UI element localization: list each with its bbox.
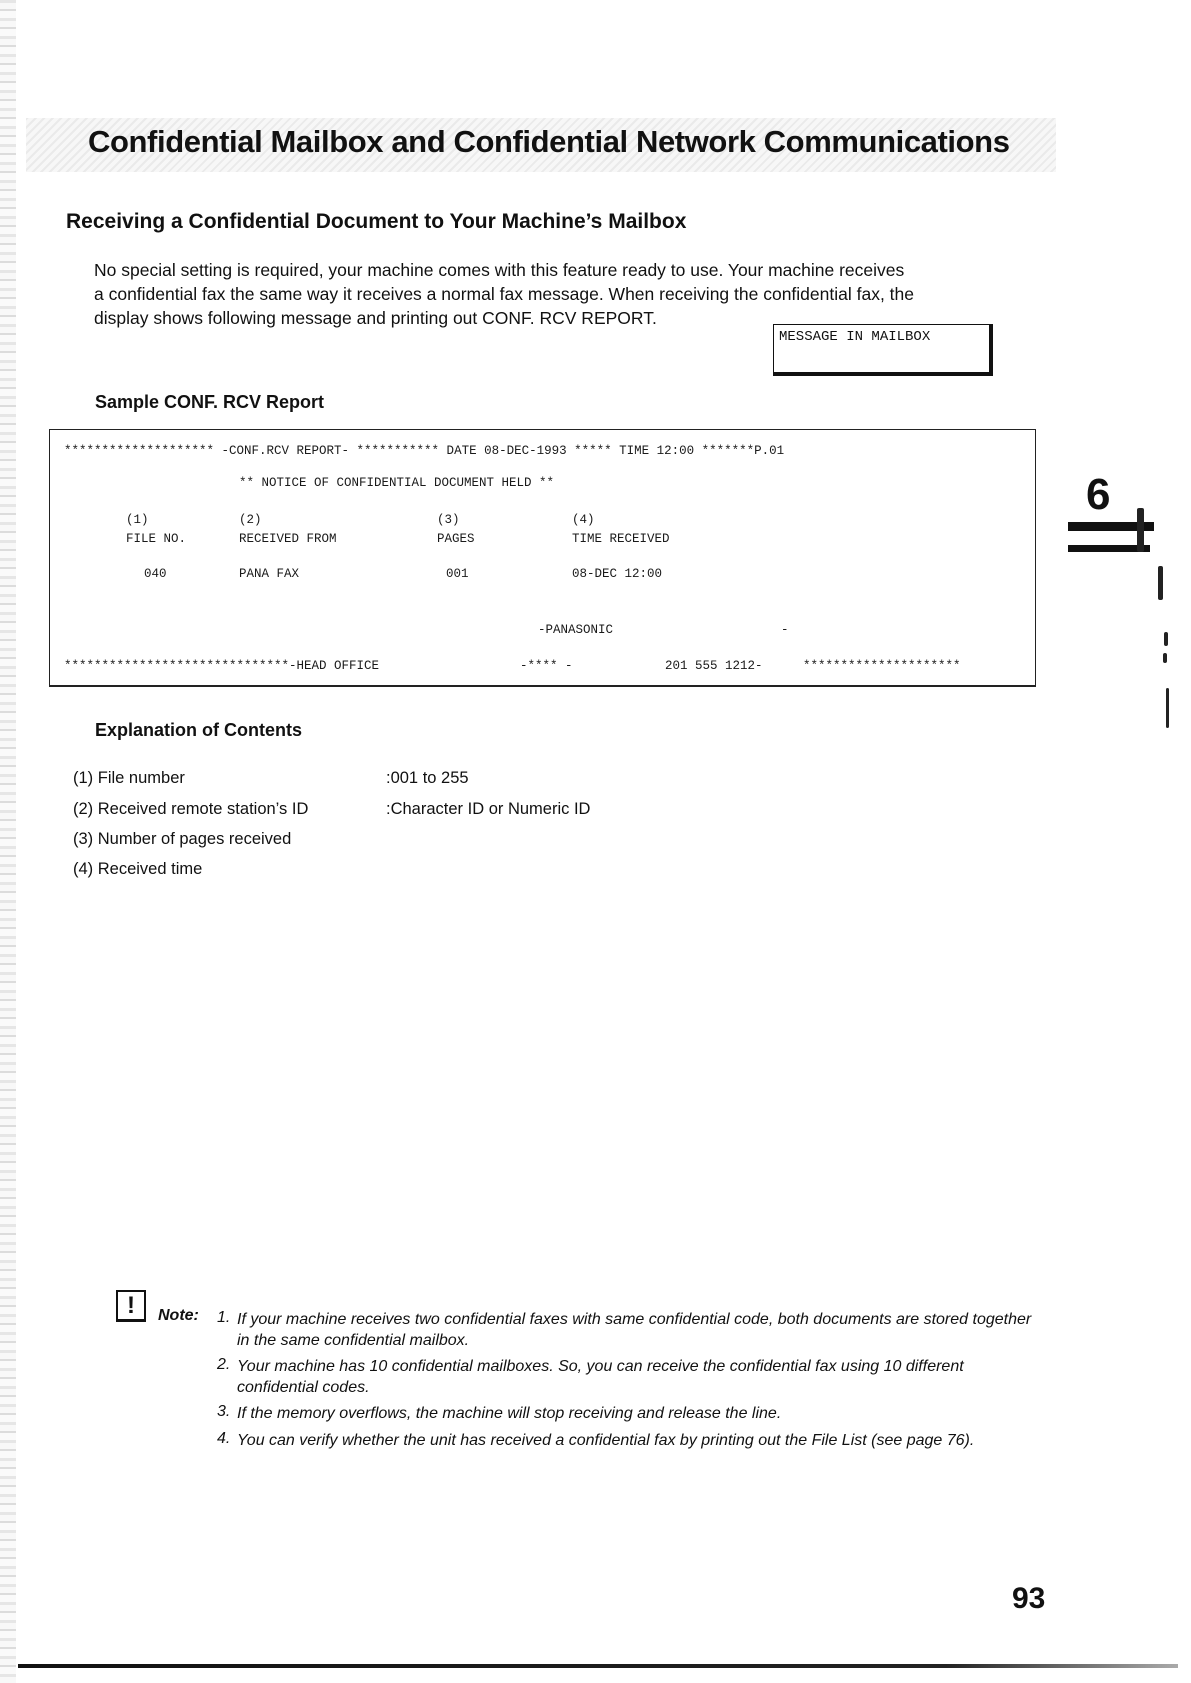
page-number: 93 (1012, 1582, 1046, 1615)
note-num-4: 4. (217, 1430, 231, 1447)
bottom-rule (18, 1664, 1178, 1668)
explanation-item-4: (4) Received time (73, 860, 203, 878)
report-footer-left: ******************************-HEAD OFFICE (64, 659, 380, 673)
report-col-num-2: (2) (239, 513, 262, 527)
report-col-head-received-from: RECEIVED FROM (239, 532, 337, 546)
explanation-item-1: (1) File number (73, 769, 185, 787)
report-panasonic-dash: - (781, 623, 789, 637)
explanation-value-2: :Character ID or Numeric ID (386, 800, 591, 818)
note-text-2: Your machine has 10 confidential mailboxes. So, you can receive the confidential fax using 10 different confidential codes. (237, 1358, 964, 1396)
note-text-4: You can verify whether the unit has received a confidential fax by printing out the File List (see page 76). (237, 1432, 975, 1449)
report-notice: ** NOTICE OF CONFIDENTIAL DOCUMENT HELD ** (239, 476, 555, 490)
page-title: Confidential Mailbox and Confidential Network Communications (88, 124, 1010, 159)
report-col-head-file-no: FILE NO. (126, 532, 187, 546)
section-subtitle: Receiving a Confidential Document to Your Machine’s Mailbox (66, 210, 687, 233)
edge-mark (1164, 632, 1168, 646)
lcd-display-message: MESSAGE IN MAILBOX (779, 329, 931, 345)
sample-report-heading: Sample CONF. RCV Report (95, 392, 325, 412)
edge-mark (1166, 688, 1169, 728)
note-num-1: 1. (217, 1309, 231, 1326)
report-header-line: ******************** -CONF.RCV REPORT- *********** DATE 08-DEC-1993 ***** TIME 12:00 *******P.01 (64, 444, 785, 458)
chapter-number: 6 (1086, 470, 1111, 519)
report-footer-mid: -**** - (520, 659, 573, 673)
explanation-value-1: :001 to 255 (386, 769, 469, 787)
report-col-num-4: (4) (572, 513, 595, 527)
report-col-num-1: (1) (126, 513, 149, 527)
note-text-3: If the memory overflows, the machine will stop receiving and release the line. (237, 1405, 782, 1422)
note-num-3: 3. (217, 1403, 231, 1420)
lcd-display-box (773, 324, 993, 376)
report-cell-received-from: PANA FAX (239, 567, 300, 581)
conf-rcv-report (49, 429, 1036, 687)
edge-mark (1158, 566, 1163, 600)
report-col-num-3: (3) (437, 513, 460, 527)
explanation-heading: Explanation of Contents (95, 720, 302, 740)
report-col-head-time-received: TIME RECEIVED (572, 532, 670, 546)
explanation-item-3: (3) Number of pages received (73, 830, 292, 848)
explanation-item-2: (2) Received remote station’s ID (73, 800, 309, 818)
note-warning-icon: ! (116, 1290, 146, 1322)
edge-mark (1163, 653, 1167, 663)
report-footer-phone: 201 555 1212- (665, 659, 763, 673)
note-num-2: 2. (217, 1356, 231, 1373)
report-cell-pages: 001 (446, 567, 469, 581)
note-label: Note: (158, 1307, 199, 1324)
report-cell-file-no: 040 (144, 567, 167, 581)
report-footer-right: ********************* (803, 659, 961, 673)
intro-paragraph: No special setting is required, your machine comes with this feature ready to use. Your machine receives a confidential fax the same way it receives a normal fax message. When receiving the confidential fax, the display shows following message and printing out CONF. RCV REPORT. (94, 260, 915, 328)
scan-edge-artifact (0, 0, 16, 1683)
note-text-1: If your machine receives two confidential faxes with same confidential code, both documents are stored together in the same confidential mailbox. (237, 1311, 1032, 1349)
report-cell-time-received: 08-DEC 12:00 (572, 567, 663, 581)
report-panasonic-line: -PANASONIC (538, 623, 614, 637)
edge-mark (1137, 508, 1144, 552)
report-col-head-pages: PAGES (437, 532, 475, 546)
